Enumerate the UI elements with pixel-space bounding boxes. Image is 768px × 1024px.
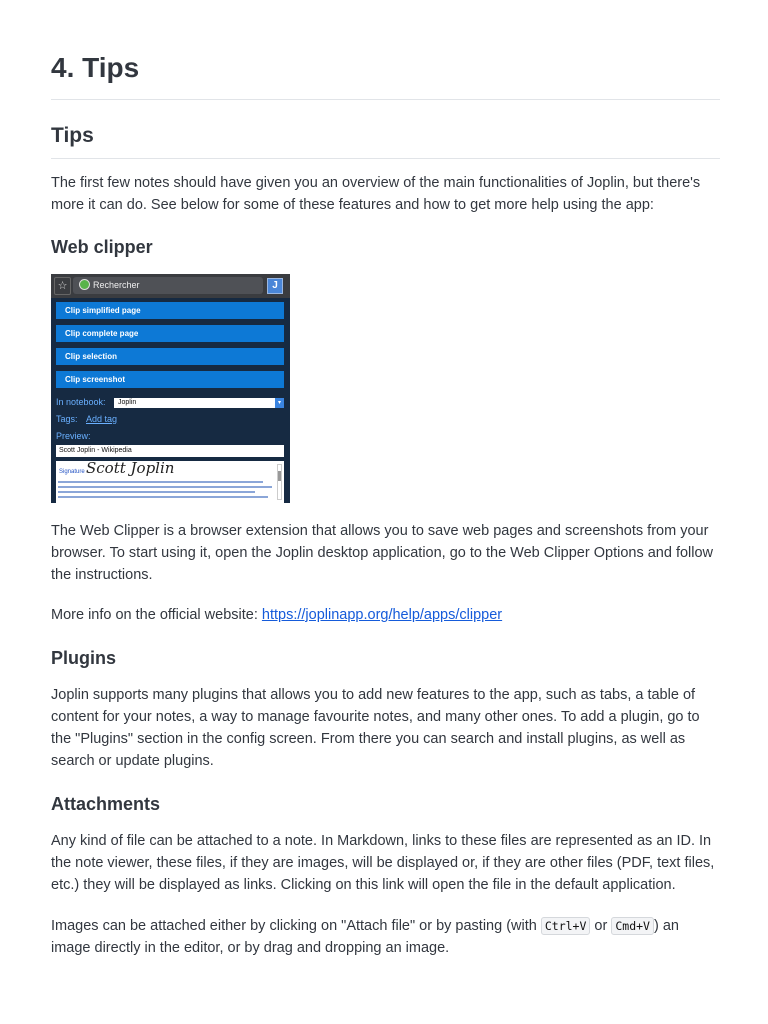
web-clipper-description: The Web Clipper is a browser extension that allows you to save web pages and screenshots from your browser. To start using it, open the Joplin desktop application, go to the Web Clipper Options and follow the instructions. — [51, 523, 714, 583]
preview-scrollbar — [277, 464, 282, 500]
clip-screenshot-button: Clip screenshot — [56, 371, 284, 388]
ctrl-v-key: Ctrl+V — [541, 917, 591, 935]
add-tag-link: Add tag — [86, 414, 118, 424]
tags-row — [56, 414, 117, 424]
plugins-heading: Plugins — [51, 648, 117, 668]
notebook-select — [114, 398, 284, 408]
star-icon: ☆ — [54, 277, 71, 295]
clipper-search-bar — [73, 277, 263, 294]
more-info-prefix: More info on the official website: — [51, 607, 262, 623]
web-clipper-heading: Web clipper — [51, 237, 153, 257]
clip-complete-button: Clip complete page — [56, 325, 284, 342]
more-info-paragraph — [51, 604, 720, 626]
plugins-description: Joplin supports many plugins that allows you to add new features to the app, such as tabs, a table of content for your notes, a way to manage favourite notes, and many other ones. To add a plugin, go to the "Plugins" section in the config screen. From there you can search and install plugins, as well as search or update plugins. — [51, 687, 700, 769]
preview-pane — [56, 461, 284, 503]
attachments-heading: Attachments — [51, 794, 161, 814]
clip-simplified-button: Clip simplified page — [56, 302, 284, 319]
section-title: Tips — [51, 124, 94, 147]
images-paragraph — [51, 915, 720, 959]
page-title: 4. Tips — [51, 52, 140, 83]
images-text-2: or — [590, 918, 612, 934]
cmd-v-key: Cmd+V — [611, 917, 654, 935]
clipper-help-link[interactable]: https://joplinapp.org/help/apps/clipper — [261, 607, 503, 623]
preview-text-lines — [58, 481, 272, 501]
attachments-description: Any kind of file can be attached to a note. In Markdown, links to these files are represented as an ID. In the note viewer, these files, if they are images, will be displayed or, if they are other files (PDF, text files, etc.) they will be displayed as links. Clicking on this link will open the file in the default application. — [51, 833, 715, 893]
clip-selection-button: Clip selection — [56, 348, 284, 365]
search-engine-icon — [79, 279, 90, 290]
joplin-extension-icon: J — [267, 278, 283, 294]
intro-paragraph: The first few notes should have given you an overview of the main functionalities of Joplin, but there's more it can do. See below for some of these features and how to get more help using the app: — [51, 175, 701, 213]
web-clipper-screenshot — [51, 274, 290, 503]
notebook-label: In notebook: — [56, 397, 106, 407]
images-text-3: ) an image directly in the editor, or by drag and dropping an image. — [51, 918, 679, 956]
preview-label: Preview: — [56, 431, 91, 441]
signature-image: Scott Joplin — [86, 459, 175, 477]
tags-label: Tags: — [56, 414, 78, 424]
clipper-search-placeholder: Rechercher — [93, 280, 140, 290]
title-divider — [51, 99, 720, 100]
images-text-1: Images can be attached either by clicking on "Attach file" or by pasting (with — [51, 918, 541, 934]
preview-title: Scott Joplin - Wikipedia — [56, 445, 284, 457]
clipper-toolbar — [51, 274, 290, 298]
chevron-down-icon: ▾ — [275, 398, 284, 408]
notebook-value: Joplin — [118, 399, 137, 406]
section-divider — [51, 158, 720, 159]
signature-label: Signature — [59, 469, 85, 475]
